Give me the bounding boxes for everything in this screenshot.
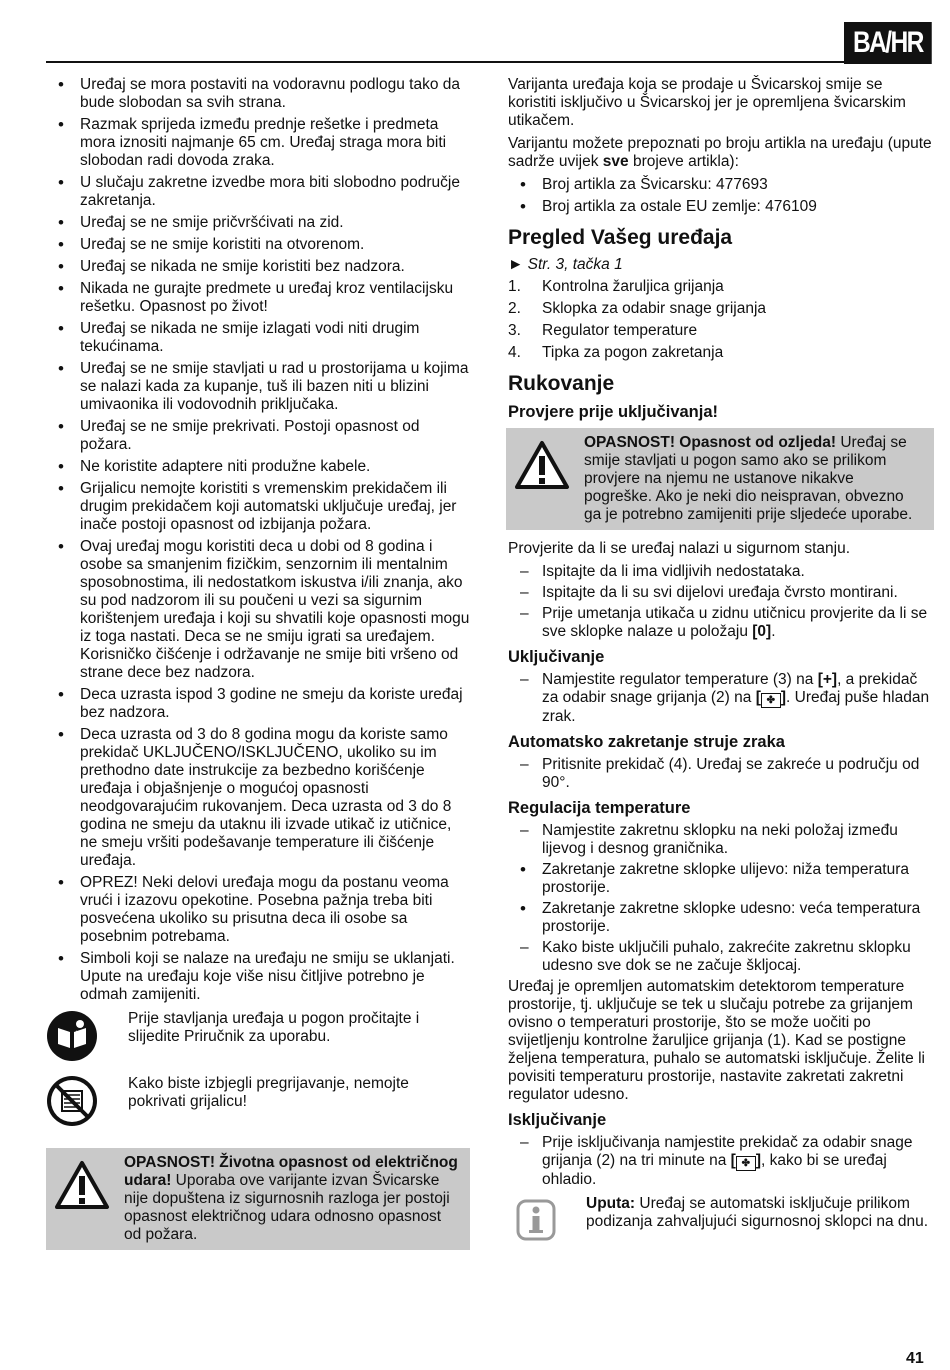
swiss-variant-intro: Varijanta uređaja koja se prodaje u Švicarskoj smije se koristiti isključivo u Švicarskoj jer je opremljena švicarskim utikačem.: [508, 76, 906, 129]
safety-bullet-item: • Uređaj se mora postaviti na vodoravnu podlogu tako da bude slobodan sa svih strana.: [46, 76, 470, 112]
safety-bullet-list: [46, 76, 470, 1004]
part-item: [508, 300, 932, 318]
oscillation-step: – Pritisnite prekidač (4). Uređaj se zakreće u području od 90°.: [508, 756, 932, 792]
temperature-list: [508, 822, 932, 975]
safety-bullet-item: • OPREZ! Neki delovi uređaja mogu da postanu veoma vrući i izazovu opekotine. Posebna pažnja treba biti posvećena ukoliko su prisutna deca ili osobe sa posebnim potrebama.: [46, 874, 470, 946]
injury-warning-body: Uređaj se smije stavljati u pogon samo ako se prilikom provjere na njemu ne ustanove nikakve pogreške. Ako je neki dio neispravan, obvezno ga je potrebno zamijeniti prije sljedeće uporabe.: [584, 434, 913, 523]
part-number: 1.: [508, 278, 521, 295]
do-not-cover-icon: [46, 1075, 104, 1132]
right-column: [508, 76, 932, 1246]
safety-bullet-item: • Uređaj se ne smije koristiti na otvorenom.: [46, 236, 470, 254]
language-tag: BA/HR: [844, 22, 932, 64]
temperature-step: • Zakretanje zakretne sklopke ulijevo: niža temperatura prostorije.: [508, 861, 932, 897]
part-label: Regulator temperature: [542, 322, 698, 339]
injury-warning-text: [584, 434, 924, 524]
electric-shock-warning-box: [46, 1148, 470, 1250]
check-intro: Provjerite da li se uređaj nalazi u sigurnom stanju.: [508, 540, 851, 557]
safety-bullet-item: • Deca uzrasta ispod 3 godine ne smeju da koriste uređaj bez nadzora.: [46, 686, 470, 722]
part-label: Kontrolna žaruljica grijanja: [542, 278, 724, 295]
part-item: [508, 344, 932, 362]
safety-bullet-item: • Ne koristite adaptere niti produžne kabele.: [46, 458, 470, 476]
article-number-eu: • Broj artikla za ostale EU zemlje: 476109: [508, 198, 932, 216]
tip-body: Uređaj se automatski isključuje prilikom podizanja zahvaljujući sigurnosnoj sklopci na dnu.: [586, 1195, 929, 1230]
check-item: – Ispitajte da li ima vidljivih nedostataka.: [508, 563, 932, 581]
temperature-step: – Namjestite zakretnu sklopku na neki položaj između lijevog i desnog graničnika.: [508, 822, 932, 858]
check-item: – Ispitajte da li su svi dijelovi uređaja čvrsto montirani.: [508, 584, 932, 602]
temperature-paragraph: Uređaj je opremljen automatskim detektorom temperature prostorije, tj. uključuje se tek u slučaju potrebe za grijanjem ovisno o temperaturi prostorije, što se može uočiti po svijetljenju kontrolne žaruljice grijanja (1). Kad se postigne željena temperatura, puhalo se automatski isključuje. Želite li povisiti temperaturu prostorije, nastavite zakretati zakretni regulator udesno.: [508, 978, 925, 1103]
part-number: 3.: [508, 322, 521, 339]
left-column: [46, 76, 470, 1250]
fan-symbol-icon: ✤: [761, 693, 781, 708]
tip-note: [508, 1195, 932, 1246]
switch-off-step: – Prije isključivanja namjestite prekidač za odabir snage grijanja (2) na tri minute na [ ✤ ], kako bi se uređaj ohladio.: [508, 1134, 932, 1189]
page-number: 41: [906, 1350, 924, 1367]
overview-reference: ► Str. 3, tačka 1: [508, 256, 623, 273]
oscillation-list: [508, 756, 932, 792]
article-number-swiss: • Broj artikla za Švicarsku: 477693: [508, 176, 932, 194]
safety-bullet-item: • Simboli koji se nalaze na uređaju ne smiju se uklanjati. Upute na uređaju koje više nisu čitljive potrebno je odmah zamijeniti.: [46, 950, 470, 1004]
warning-triangle-icon: [54, 1160, 114, 1215]
safety-bullet-item: • Uređaj se ne smije pričvršćivati na zid.: [46, 214, 470, 232]
part-number: 4.: [508, 344, 521, 361]
info-icon: [516, 1199, 560, 1246]
part-label: Tipka za pogon zakretanja: [542, 344, 724, 361]
header-rule: [46, 61, 844, 63]
electric-shock-warning-text: [124, 1154, 460, 1244]
read-manual-icon: [46, 1010, 104, 1067]
safety-bullet-item: • Uređaj se nikada ne smije izlagati vodi niti drugim tekućinama.: [46, 320, 470, 356]
check-list: [508, 563, 932, 641]
switch-on-step: – Namjestite regulator temperature (3) na [+], a prekidač za odabir snage grijanja (2) na [ ✤ ]. Uređaj puše hladan zrak.: [508, 671, 932, 726]
safety-bullet-item: • Nikada ne gurajte predmete u uređaj kroz ventilacijsku rešetku. Opasnost po život!: [46, 280, 470, 316]
safety-bullet-item: • Uređaj se nikada ne smije koristiti bez nadzora.: [46, 258, 470, 276]
temperature-step: • Zakretanje zakretne sklopke udesno: veća temperatura prostorije.: [508, 900, 932, 936]
overview-heading: Pregled Vašeg uređaja: [508, 226, 733, 249]
safety-bullet-item: • Deca uzrasta od 3 do 8 godina mogu da koriste samo prekidač UKLJUČENO/ISKLJUČENO, ukoliko su im prethodno date instrukcije za bezbedno korišćenje uređaja i objašnjenje o mogućoj opasnosti neodgovarajućim rukovanjem. Deca uzrasta od 3 do 8 godina ne smeju da utaknu ili izvade utikač iz utičnice, ne smeju vršiti podešavanje temperature ili čišćenje uređaja.: [46, 726, 470, 870]
injury-warning-title: OPASNOST! Opasnost od ozljeda!: [584, 434, 837, 451]
parts-list: [508, 278, 932, 362]
tip-text: [586, 1195, 932, 1231]
part-number: 2.: [508, 300, 521, 317]
article-number-intro: Varijantu možete prepoznati po broju artikla na uređaju (upute sadrže uvijek sve brojeve artikla):: [508, 135, 932, 170]
electric-shock-warning-body: Uporaba ove varijante izvan Švicarske nije dopuštena iz sigurnosnih razloga jer postoji opasnost električnog udara odnosno opasnost od požara.: [124, 1172, 450, 1243]
part-label: Sklopka za odabir snage grijanja: [542, 300, 767, 317]
safety-bullet-item: • Razmak sprijeda između prednje rešetke i predmeta mora iznositi najmanje 65 cm. Uređaj straga mora biti slobodan radi dovoda zraka.: [46, 116, 470, 170]
injury-warning-box: [506, 428, 934, 530]
read-manual-text: Prije stavljanja uređaja u pogon pročitajte i slijedite Priručnik za uporabu.: [128, 1010, 420, 1045]
do-not-cover-symbol-row: [46, 1075, 470, 1132]
do-not-cover-text: Kako biste izbjegli pregrijavanje, nemojte pokrivati grijalicu!: [128, 1075, 409, 1110]
check-item: – Prije umetanja utikača u zidnu utičnicu provjerite da li se sve sklopke nalaze u položaju [0].: [508, 605, 932, 641]
operation-heading: Rukovanje: [508, 372, 615, 395]
safety-bullet-item: • Uređaj se ne smije prekrivati. Postoji opasnost od požara.: [46, 418, 470, 454]
safety-bullet-item: • Grijalicu nemojte koristiti s vremenskim prekidačem ili drugim prekidačem koji automatski uključuje uređaj, jer inače postoji opasnost od izbijanja požara.: [46, 480, 470, 534]
read-manual-symbol-row: [46, 1010, 470, 1067]
switch-on-list: [508, 671, 932, 726]
switch-off-heading: Isključivanje: [508, 1111, 607, 1129]
safety-bullet-item: • Ovaj uređaj mogu koristiti deca u dobi od 8 godina i osobe sa smanjenim fizičkim, senzornim ili mentalnim sposobnostima, ili nedostatkom iskustva i/ili znanja, ako su pod nadzorom ili su poučeni u vezi sa sigurnim korištenjem uređaja i koji su shvatili koje opasnosti mogu iz toga nastati. Deca se ne smiju igrati sa uređajem. Korisničko čišćenje i održavanje ne smije biti vršeno od strane dece bez nadzora.: [46, 538, 470, 682]
oscillation-heading: Automatsko zakretanje struje zraka: [508, 733, 785, 751]
part-item: [508, 322, 932, 340]
electric-shock-warning-title: OPASNOST! Životna opasnost od električnog udara!: [124, 1154, 458, 1189]
switch-on-heading: Uključivanje: [508, 648, 605, 666]
tip-title: Uputa:: [586, 1195, 636, 1212]
article-number-list: [508, 176, 932, 216]
safety-bullet-item: • Uređaj se ne smije stavljati u rad u prostorijama u kojima se nalazi kada za kupanje, tuš ili bazen niti u blizini umivaonika ili vodovodnih priključaka.: [46, 360, 470, 414]
temperature-heading: Regulacija temperature: [508, 799, 691, 817]
safety-bullet-item: • U slučaju zakretne izvedbe mora biti slobodno područje zakretanja.: [46, 174, 470, 210]
fan-symbol-icon: ✤: [736, 1156, 756, 1171]
temperature-step: – Kako biste uključili puhalo, zakrećite zakretnu sklopku udesno sve dok se ne začuje škljocaj.: [508, 939, 932, 975]
warning-triangle-icon: [514, 440, 574, 495]
part-item: [508, 278, 932, 296]
checks-heading: Provjere prije uključivanja!: [508, 403, 719, 421]
switch-off-list: [508, 1134, 932, 1189]
